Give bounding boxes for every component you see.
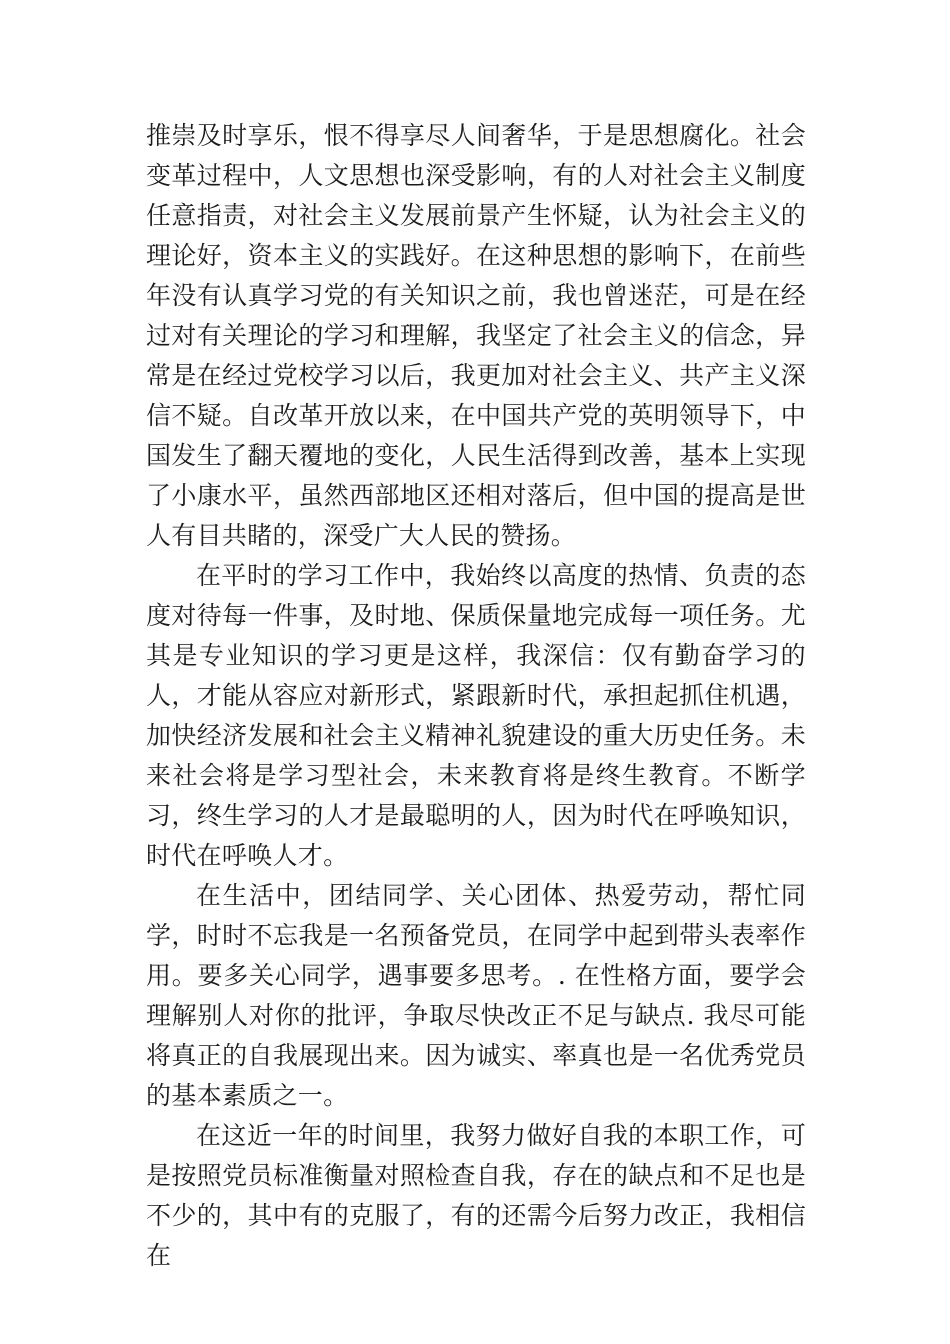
- paragraph-2: 在平时的学习工作中，我始终以高度的热情、负责的态度对待每一件事，及时地、保质保量地完成每一项任务。尤其是专业知识的学习更是这样，我深信：仅有勤奋学习的人，才能从容应对新形式，紧跟新时代，承担起抓住机遇，加快经济发展和社会主义精神礼貌建设的重大历史任务。未来社会将是学习型社会，未来教育将是终生教育。不断学习，终生学习的人才是最聪明的人，因为时代在呼唤知识，时代在呼唤人才。: [146, 561, 806, 870]
- paragraph-4: 在这近一年的时间里，我努力做好自我的本职工作，可是按照党员标准衡量对照检查自我，存在的缺点和不足也是不少的，其中有的克服了，有的还需今后努力改正，我相信在: [146, 1121, 806, 1270]
- paragraph-1: 推崇及时享乐，恨不得享尽人间奢华，于是思想腐化。社会变革过程中，人文思想也深受影响，有的人对社会主义制度任意指责，对社会主义发展前景产生怀疑，认为社会主义的理论好，资本主义的实践好。在这种思想的影响下，在前些年没有认真学习党的有关知识之前，我也曾迷茫，可是在经过对有关理论的学习和理解，我坚定了社会主义的信念，异常是在经过党校学习以后，我更加对社会主义、共产主义深信不疑。自改革开放以来，在中国共产党的英明领导下，中国发生了翻天覆地的变化，人民生活得到改善，基本上实现了小康水平，虽然西部地区还相对落后，但中国的提高是世人有目共睹的，深受广大人民的赞扬。: [146, 121, 806, 550]
- document-body: [146, 116, 806, 1276]
- paragraph-3: 在生活中，团结同学、关心团体、热爱劳动，帮忙同学，时时不忘我是一名预备党员，在同学中起到带头表率作用。要多关心同学，遇事要多思考。. 在性格方面，要学会理解别人对你的批评，争取尽快改正不足与缺点. 我尽可能将真正的自我展现出来。因为诚实、率真也是一名优秀党员的基本素质之一。: [146, 881, 806, 1110]
